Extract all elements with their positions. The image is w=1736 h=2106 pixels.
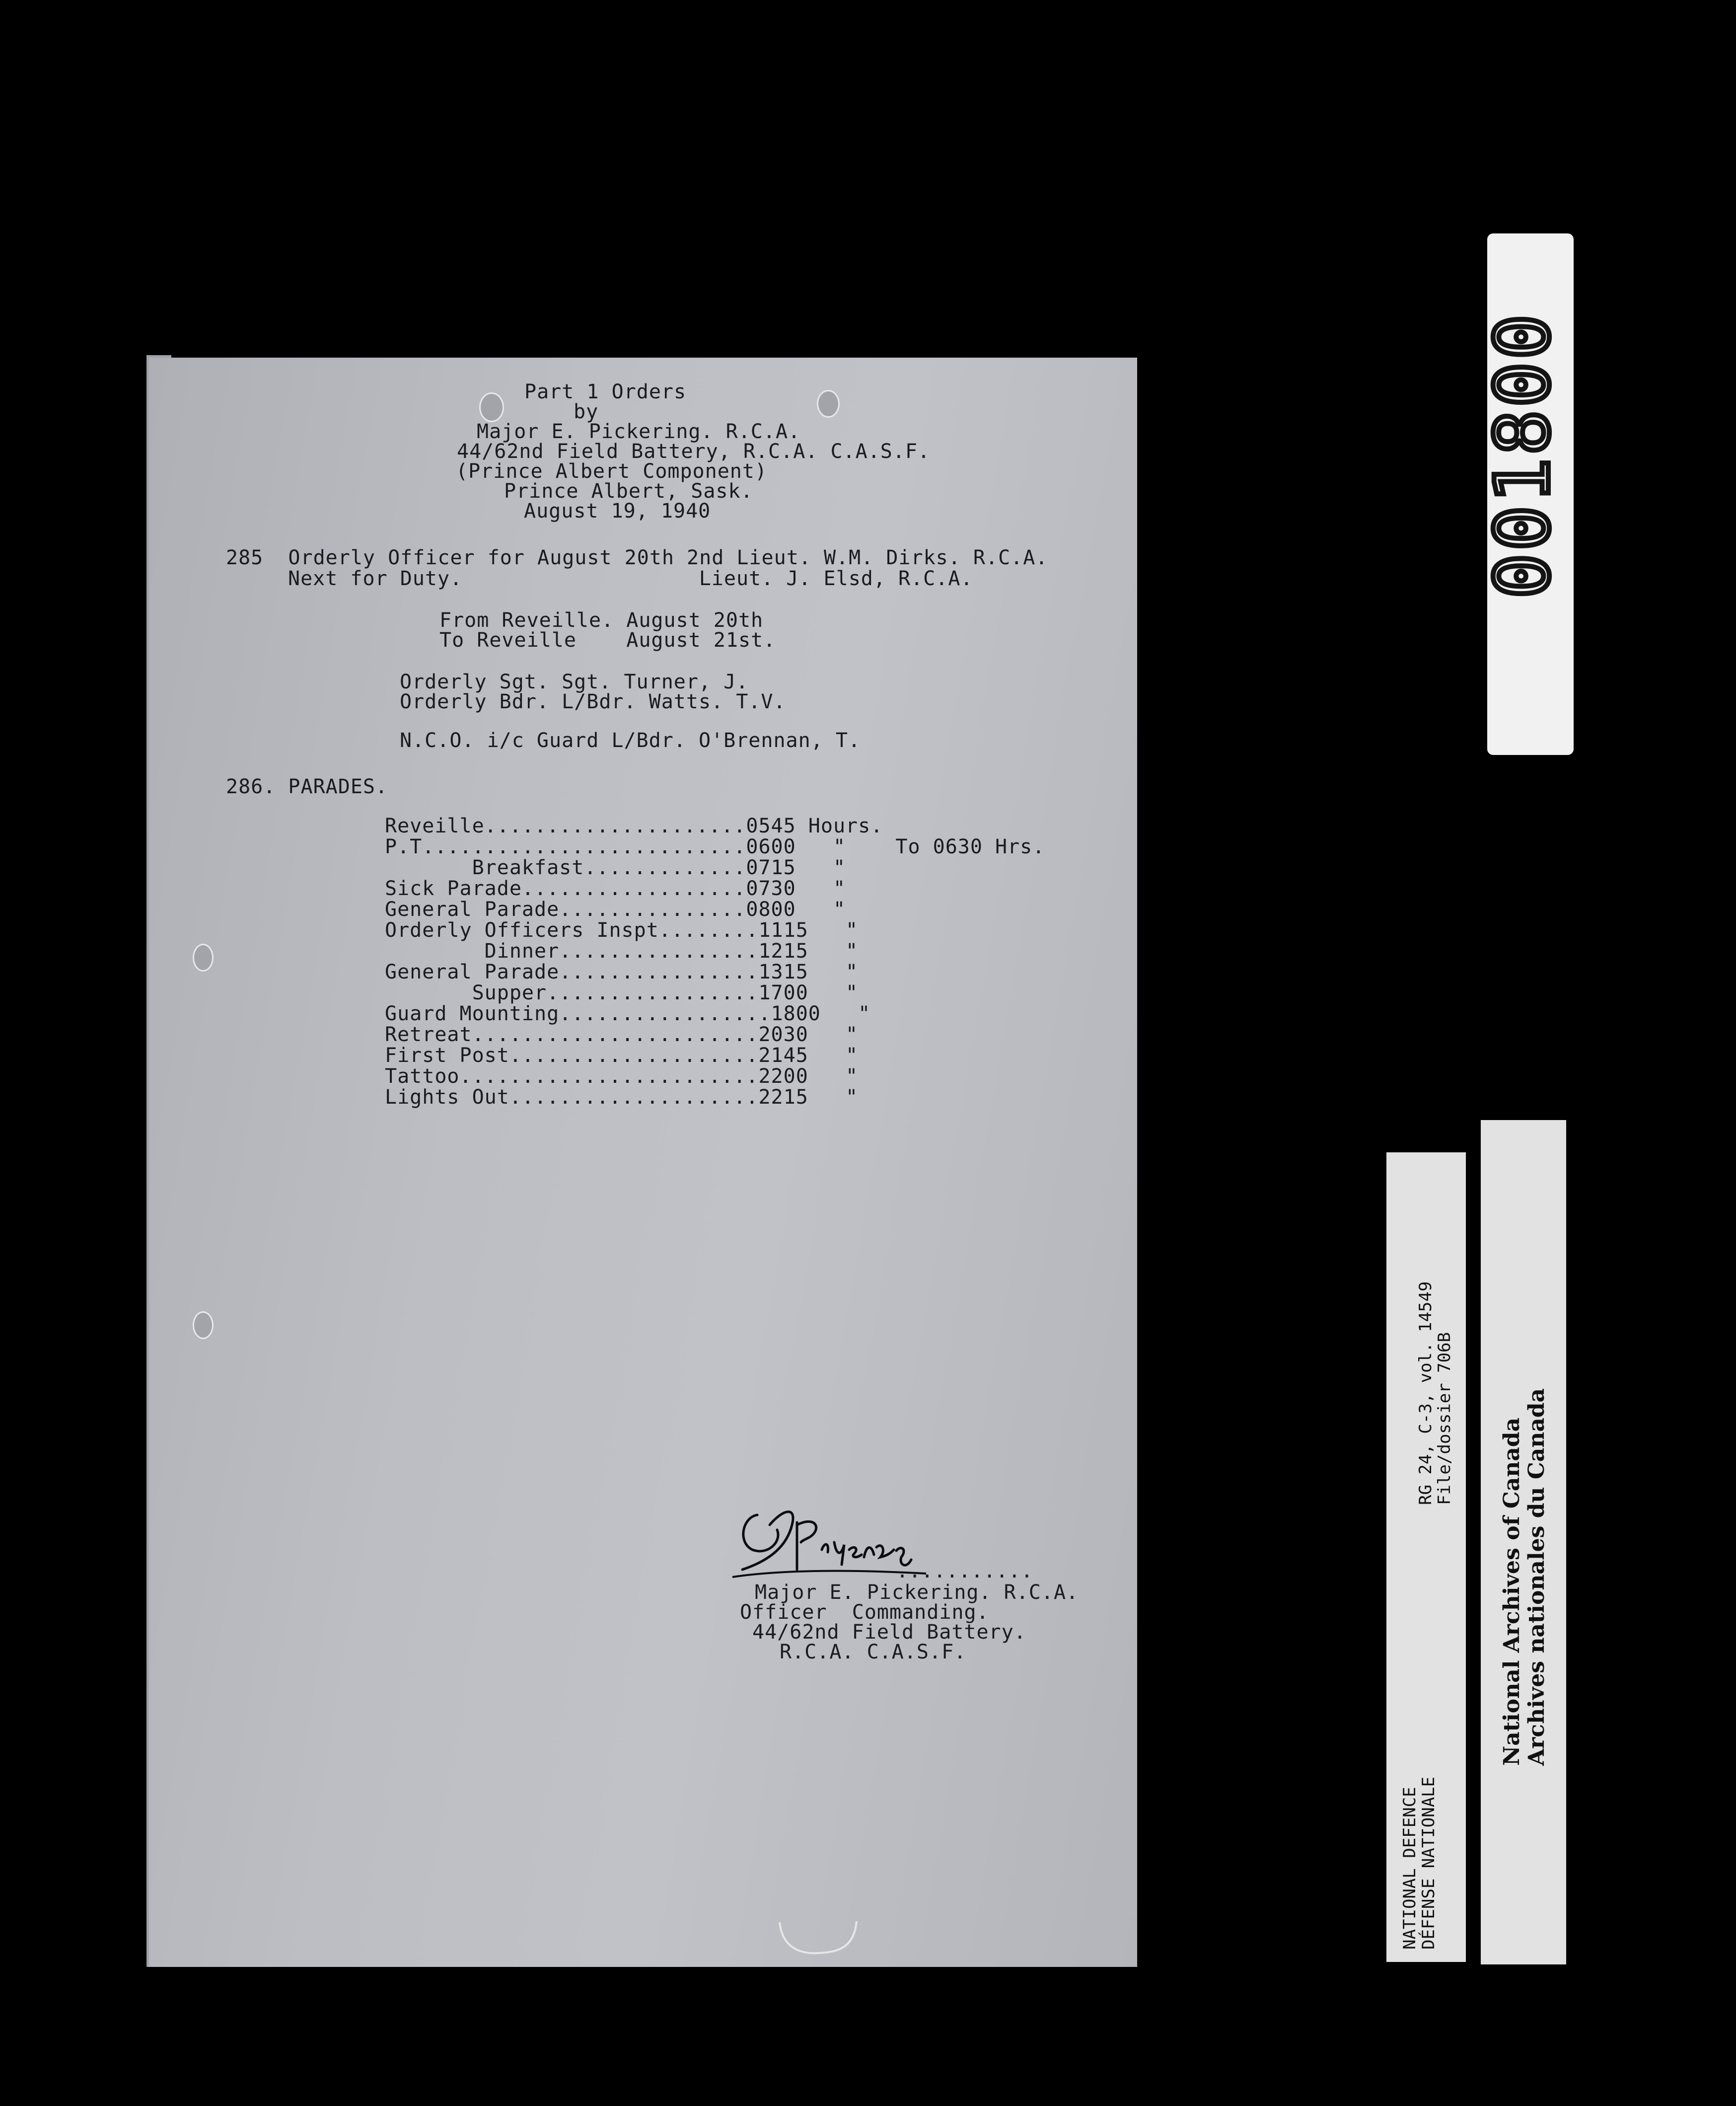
parade-row: First Post....................2145 " bbox=[385, 1044, 859, 1067]
parade-row: Breakfast.............0715 " bbox=[385, 856, 846, 879]
punch-hole bbox=[479, 392, 504, 422]
signatory-unit: 44/62nd Field Battery. bbox=[752, 1621, 1026, 1644]
fold-mark bbox=[770, 1917, 869, 1957]
orderly-officer-line: 285 Orderly Officer for August 20th 2nd Lieut. W.M. Dirks. R.C.A. bbox=[226, 546, 1048, 569]
signatory-name: Major E. Pickering. R.C.A. bbox=[755, 1581, 1079, 1604]
record-group-reference: RG 24, C-3, vol. 14549 File/dossier 706B bbox=[1416, 1281, 1454, 1505]
national-defence-label bbox=[1386, 1152, 1466, 1962]
header-title: Part 1 Orders bbox=[524, 380, 687, 403]
parade-row: Tattoo........................2200 " bbox=[385, 1065, 859, 1088]
document-page bbox=[149, 358, 1137, 1967]
parade-row: Retreat.......................2030 " bbox=[385, 1023, 859, 1046]
header-officer: Major E. Pickering. R.C.A. bbox=[477, 420, 801, 443]
parade-row: Dinner................1215 " bbox=[385, 940, 859, 963]
header-component: (Prince Albert Component) bbox=[456, 460, 768, 483]
header-place: Prince Albert, Sask. bbox=[504, 480, 753, 503]
header-date: August 19, 1940 bbox=[524, 500, 711, 523]
signatory-corps: R.C.A. C.A.S.F. bbox=[780, 1641, 967, 1663]
signatory-role: Officer Commanding. bbox=[740, 1601, 989, 1624]
parade-row: Sick Parade..................0730 " bbox=[385, 877, 846, 900]
parade-row: Lights Out....................2215 " bbox=[385, 1086, 859, 1109]
handwritten-signature bbox=[723, 1495, 931, 1594]
parade-row: Guard Mounting.................1800 " bbox=[385, 1002, 871, 1025]
order-286-heading: 286. PARADES. bbox=[226, 775, 388, 798]
archives-text: National Archives of Canada Archives nationales du Canada bbox=[1499, 1388, 1549, 1766]
nco-guard: N.C.O. i/c Guard L/Bdr. O'Brennan, T. bbox=[400, 729, 861, 752]
signature-dots: ........... bbox=[896, 1560, 1033, 1582]
parade-row: General Parade...............0800 " bbox=[385, 898, 846, 921]
punch-hole bbox=[193, 1311, 214, 1339]
next-for-duty-line: Next for Duty. Lieut. J. Elsd, R.C.A. bbox=[288, 567, 973, 590]
national-archives-label bbox=[1481, 1120, 1566, 1964]
parade-row: Reveille.....................0545 Hours. bbox=[385, 815, 883, 837]
parade-row: Orderly Officers Inspt........1115 " bbox=[385, 919, 859, 942]
orderly-sgt: Orderly Sgt. Sgt. Turner, J. bbox=[400, 671, 749, 693]
punch-hole bbox=[817, 390, 840, 418]
frame-number-text: 001800 bbox=[1480, 311, 1566, 599]
reveille-from: From Reveille. August 20th bbox=[439, 609, 764, 632]
header-by: by bbox=[574, 400, 599, 423]
punch-hole bbox=[193, 944, 214, 972]
parade-row: Supper.................1700 " bbox=[385, 981, 859, 1004]
parade-row: General Parade................1315 " bbox=[385, 961, 859, 983]
national-defence-text: NATIONAL DEFENCE DÉFENSE NATIONALE bbox=[1400, 1777, 1439, 1950]
orderly-bdr: Orderly Bdr. L/Bdr. Watts. T.V. bbox=[400, 690, 786, 713]
parade-row: P.T..........................0600 " To 0630 Hrs. bbox=[385, 835, 1045, 858]
reveille-to: To Reveille August 21st. bbox=[439, 629, 776, 652]
header-unit: 44/62nd Field Battery, R.C.A. C.A.S.F. bbox=[457, 440, 931, 463]
frame-number bbox=[1480, 278, 1572, 715]
